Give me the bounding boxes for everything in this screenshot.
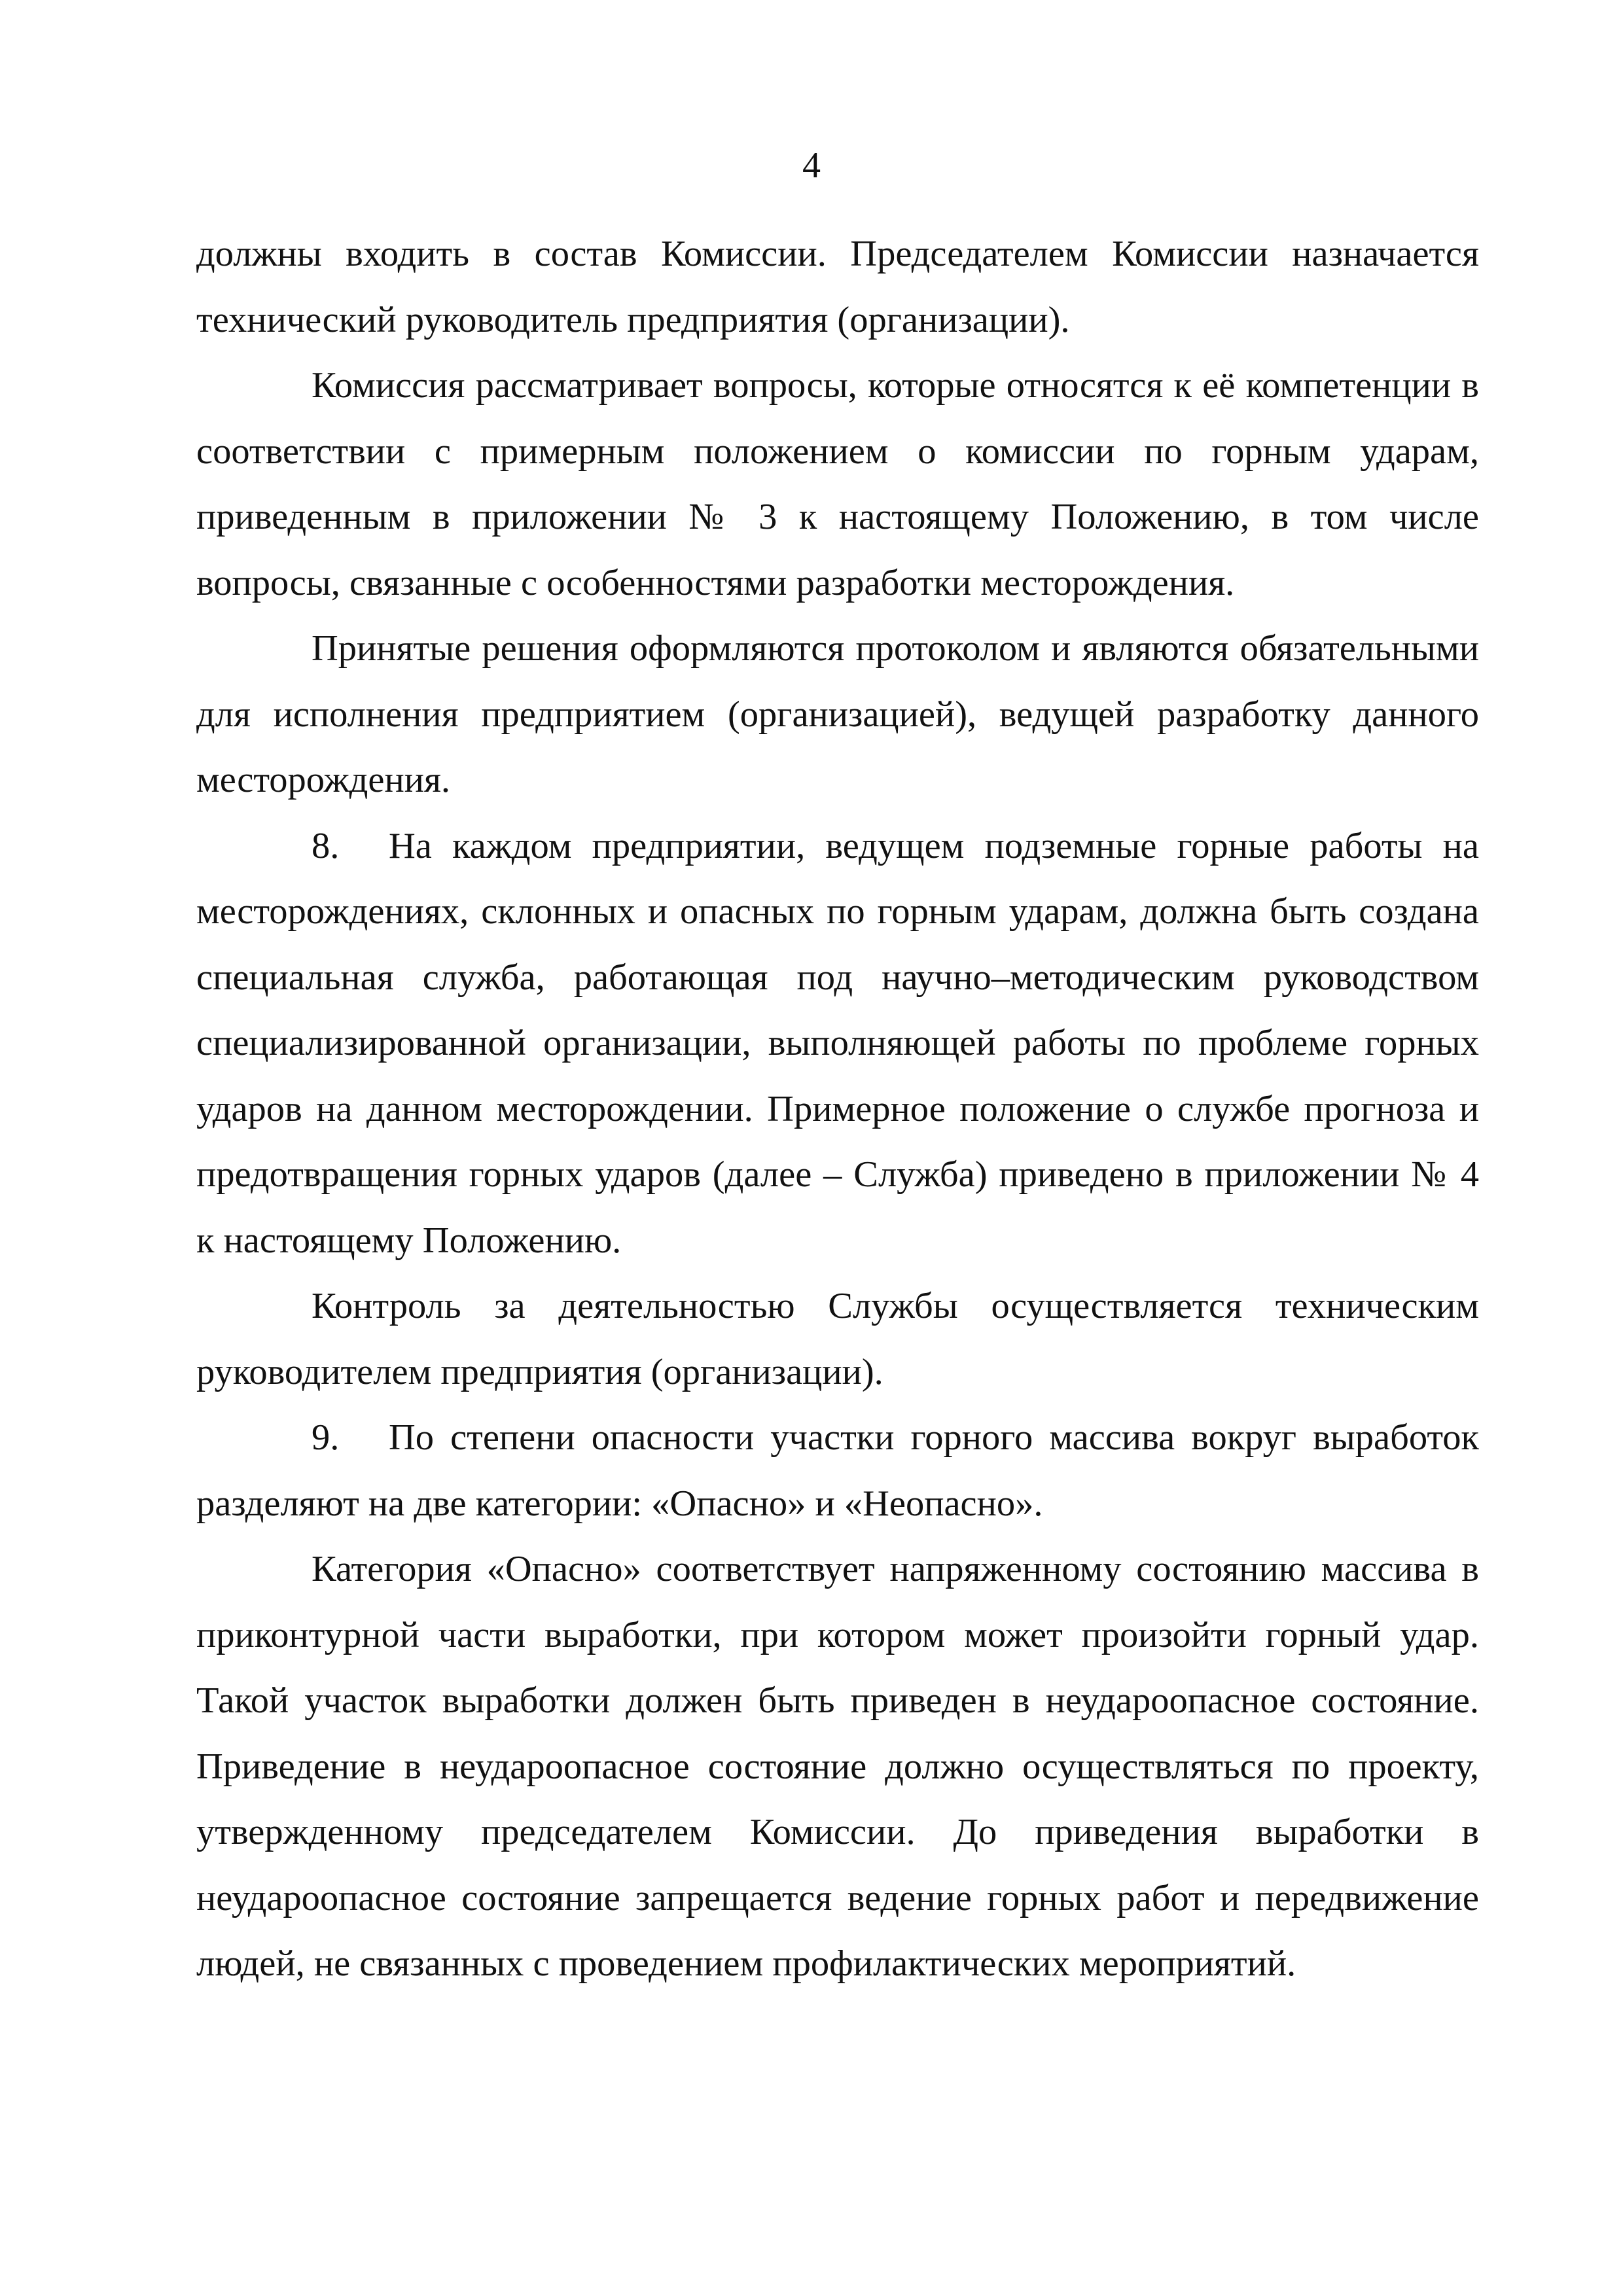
paragraph-text: На каждом предприятии, ведущем подземные горные работы на месторождениях, склонных и опасных по горным ударам, должна быть создана специальная служба, работающая под научно–методическим руководством специализированной организации, выполняющей работы по проблеме горных ударов на данном месторождении. Примерное положение о службе прогноза и предотвращения горных ударов (далее – Служба) приведено в приложении № 4 к настоящему Положению.: [196, 825, 1479, 1261]
paragraph-text: Принятые решения оформляются протоколом и являются обязательными для исполнения предприятием (организацией), ведущей разработку данного месторождения.: [196, 628, 1479, 800]
paragraph-decisions: [196, 616, 1479, 813]
paragraph-category-dangerous: [196, 1536, 1479, 1997]
paragraph-text: По степени опасности участки горного массива вокруг выработок разделяют на две категории: «Опасно» и «Неопасно».: [196, 1417, 1479, 1524]
paragraph-text: Категория «Опасно» соответствует напряженному состоянию массива в приконтурной части выработки, при котором может произойти горный удар. Такой участок выработки должен быть приведен в неудароопасное состояние. Приведение в неудароопасное состояние должно осуществляться по проекту, утвержденному председателем Комиссии. До приведения выработки в неудароопасное состояние запрещается ведение горных работ и передвижение людей, не связанных с проведением профилактических мероприятий.: [196, 1549, 1479, 1984]
paragraph-text: Комиссия рассматривает вопросы, которые относятся к её компетенции в соответствии с примерным положением о комиссии по горным ударам, приведенным в приложении № 3 к настоящему Положению, в том числе вопросы, связанные с особенностями разработки месторождения.: [196, 365, 1479, 603]
paragraph-commission-scope: [196, 353, 1479, 616]
page-number: 4: [802, 145, 821, 186]
paragraph-service-control: [196, 1273, 1479, 1405]
paragraph-continuation: [196, 221, 1479, 353]
paragraph-text: Контроль за деятельностью Службы осуществляется техническим руководителем предприятия (организации).: [196, 1286, 1479, 1392]
paragraph-item-9: [196, 1405, 1479, 1536]
document-body: [196, 221, 1479, 1997]
item-number: 9.: [312, 1417, 340, 1458]
paragraph-text: должны входить в состав Комиссии. Председателем Комиссии назначается технический руководитель предприятия (организации).: [196, 234, 1479, 340]
paragraph-item-8: [196, 813, 1479, 1274]
item-number: 8.: [312, 825, 340, 866]
